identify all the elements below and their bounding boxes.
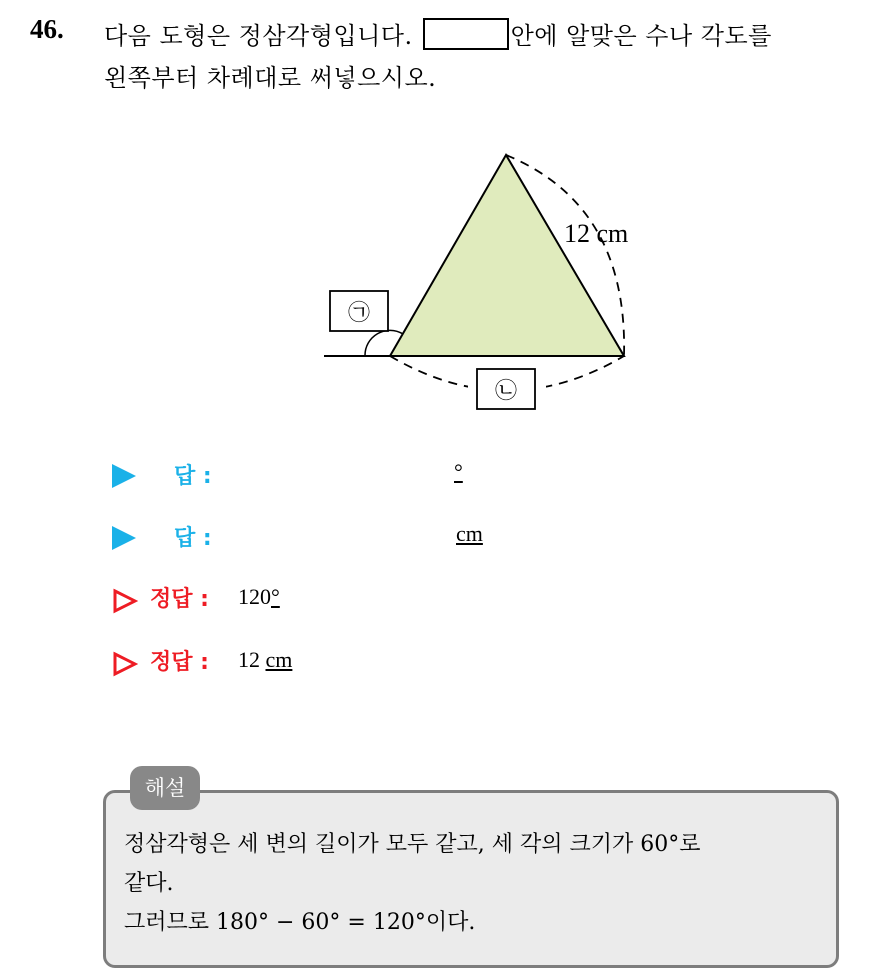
explanation-line-1: 정삼각형은 세 변의 길이가 모두 같고, 세 각의 크기가 60°로 — [124, 832, 701, 857]
play-arrow-icon — [112, 464, 136, 488]
question-text-part1: 다음 도형은 정삼각형입니다. — [104, 22, 413, 50]
question-number: 46. — [30, 14, 64, 44]
correct-label: 정답 : — [150, 587, 209, 612]
answer-unit: cm — [456, 521, 483, 546]
explanation-tab: 해설 — [130, 766, 200, 810]
explanation-box — [103, 790, 839, 968]
explanation-line-3: 그러므로 180° − 60° = 120°이다. — [124, 910, 476, 935]
explanation-line-2: 같다. — [124, 871, 174, 896]
outline-arrow-icon — [112, 588, 138, 614]
correct-label: 정답 : — [150, 650, 209, 675]
equilateral-triangle — [390, 155, 624, 356]
angle-box-1-label: ㉠ — [347, 301, 371, 326]
triangle-figure — [0, 0, 884, 440]
question-text-part2: 안에 알맞은 수나 각도를 — [510, 22, 772, 50]
correct-value — [238, 584, 280, 610]
correct-value — [238, 647, 292, 673]
play-arrow-icon — [112, 526, 136, 550]
answer-unit: ° — [454, 459, 463, 484]
question-text-line2: 왼쪽부터 차례대로 써넣으시오. — [104, 64, 437, 92]
correct-number: 12 — [238, 647, 260, 672]
answer-label: 답 : — [174, 464, 212, 489]
correct-unit: cm — [265, 647, 293, 672]
correct-number: 120 — [238, 584, 271, 609]
answer-label: 답 : — [174, 526, 212, 551]
correct-unit: ° — [271, 584, 280, 609]
side-length-label: 12 cm — [564, 219, 629, 248]
outline-arrow-icon — [112, 651, 138, 677]
length-box-2-label: ㉡ — [494, 379, 518, 404]
